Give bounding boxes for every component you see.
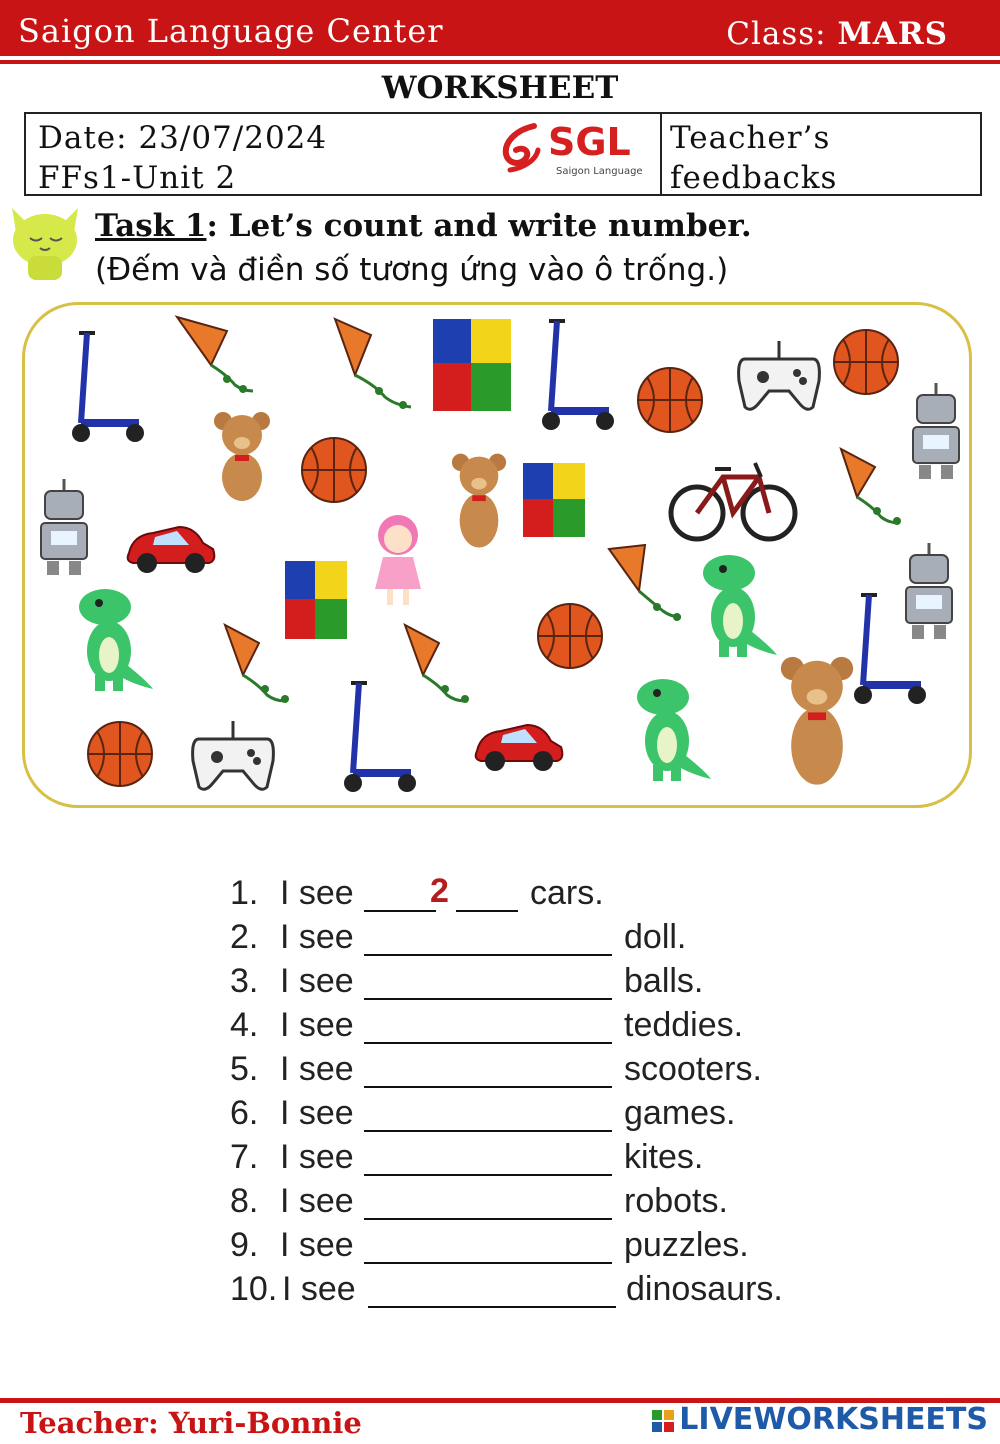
basketball-icon xyxy=(85,717,155,791)
question-number: 1. xyxy=(230,874,259,912)
question-number: 5. xyxy=(230,1050,259,1088)
teddy-bear-icon xyxy=(211,409,273,509)
scooter-icon xyxy=(69,327,149,445)
worksheet-title: WORKSHEET xyxy=(381,70,619,106)
date-text: Date: 23/07/2024 xyxy=(38,120,328,156)
center-name: Saigon Language Center xyxy=(18,12,444,50)
cat-icon xyxy=(4,202,86,282)
question-lead: I see xyxy=(280,1050,354,1088)
question-lead: I see xyxy=(280,1182,354,1220)
answer-value[interactable]: 2 xyxy=(430,872,449,910)
task-title xyxy=(95,208,752,244)
info-right xyxy=(670,118,837,198)
feedback-line2: feedbacks xyxy=(670,160,838,196)
liveworksheets-icon xyxy=(651,1409,675,1433)
liveworksheets-logo[interactable] xyxy=(651,1402,988,1437)
kite-icon xyxy=(395,621,485,711)
question-lead: I see xyxy=(280,962,354,1000)
car-icon xyxy=(123,517,219,577)
question-number: 9. xyxy=(230,1226,259,1264)
question-lead: I see xyxy=(280,1226,354,1264)
dinosaur-icon xyxy=(693,551,779,663)
car-icon xyxy=(471,715,567,775)
teddy-bear-icon xyxy=(777,649,857,799)
basketball-icon xyxy=(635,363,705,437)
question-lead: I see xyxy=(280,874,354,912)
kite-icon xyxy=(605,541,695,631)
question-word: doll. xyxy=(624,918,687,956)
info-left xyxy=(38,118,327,198)
gamepad-icon xyxy=(737,339,821,415)
answer-blank[interactable] xyxy=(364,1130,612,1132)
answer-blank[interactable] xyxy=(364,1174,612,1176)
task-title-rest: : Let’s count and write number. xyxy=(206,208,752,244)
question-lead: I see xyxy=(280,1006,354,1044)
info-table xyxy=(24,112,982,196)
class-name: MARS xyxy=(837,16,948,52)
picture-frame xyxy=(22,302,972,808)
question-word: games. xyxy=(624,1094,736,1132)
gamepad-icon xyxy=(191,719,275,795)
sgl-swirl-icon xyxy=(496,120,546,176)
question-word: scooters. xyxy=(624,1050,762,1088)
robot-icon xyxy=(901,381,971,481)
question-word: balls. xyxy=(624,962,704,1000)
kite-icon xyxy=(173,313,263,403)
answer-blank[interactable] xyxy=(364,1218,612,1220)
question-number: 8. xyxy=(230,1182,259,1220)
answer-blank[interactable] xyxy=(368,1306,616,1308)
answer-line-right xyxy=(456,910,518,912)
answer-blank[interactable] xyxy=(364,1042,612,1044)
question-word: kites. xyxy=(624,1138,704,1176)
answer-blank[interactable] xyxy=(364,954,612,956)
sgl-logo xyxy=(496,120,656,180)
question-lead: I see xyxy=(282,1270,356,1308)
logo-text: SGL xyxy=(548,120,631,164)
question-word: teddies. xyxy=(624,1006,744,1044)
dinosaur-icon xyxy=(69,585,155,697)
brand-text: LIVEWORKSHEETS xyxy=(679,1402,988,1437)
question-number: 7. xyxy=(230,1138,259,1176)
answer-blank[interactable] xyxy=(364,1262,612,1264)
question-word: dinosaurs. xyxy=(626,1270,783,1308)
question-number: 4. xyxy=(230,1006,259,1044)
answer-line-left xyxy=(364,910,436,912)
question-number: 6. xyxy=(230,1094,259,1132)
question-lead: I see xyxy=(280,1138,354,1176)
feedback-line1: Teacher’s xyxy=(670,120,831,156)
task-label: Task 1 xyxy=(95,208,207,244)
info-divider xyxy=(660,114,662,194)
puzzle-icon xyxy=(521,461,589,541)
basketball-icon xyxy=(535,599,605,673)
question-number: 3. xyxy=(230,962,259,1000)
header-divider xyxy=(0,60,1000,64)
question-number: 2. xyxy=(230,918,259,956)
logo-subtext: Saigon Language xyxy=(556,166,643,177)
scooter-icon xyxy=(539,315,619,433)
task-subtitle: (Đếm và điền số tương ứng vào ô trống.) xyxy=(95,252,729,288)
puzzle-icon xyxy=(431,317,515,415)
class-prefix: Class: xyxy=(726,16,827,52)
unit-text: FFs1-Unit 2 xyxy=(38,160,237,196)
bicycle-icon xyxy=(667,449,799,545)
teacher-name: Teacher: Yuri-Bonnie xyxy=(20,1406,362,1440)
answer-blank[interactable] xyxy=(364,1086,612,1088)
puzzle-icon xyxy=(283,559,351,643)
kite-icon xyxy=(319,315,423,419)
question-number: 10. xyxy=(230,1270,278,1308)
doll-icon xyxy=(365,511,431,611)
robot-icon xyxy=(29,477,99,577)
class-label xyxy=(726,16,948,52)
question-lead: I see xyxy=(280,1094,354,1132)
robot-icon xyxy=(891,541,967,641)
teddy-bear-icon xyxy=(449,445,509,563)
question-word: robots. xyxy=(624,1182,728,1220)
question-word: puzzles. xyxy=(624,1226,749,1264)
question-word: cars. xyxy=(530,874,604,912)
basketball-icon xyxy=(299,433,369,507)
answer-blank[interactable] xyxy=(364,998,612,1000)
dinosaur-icon xyxy=(627,675,713,787)
question-lead: I see xyxy=(280,918,354,956)
basketball-icon xyxy=(831,325,901,399)
